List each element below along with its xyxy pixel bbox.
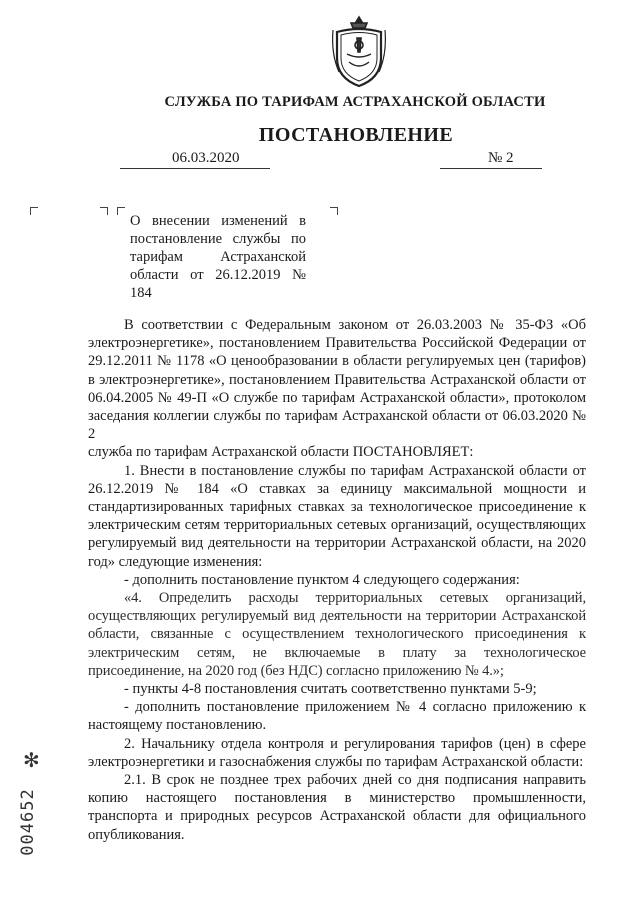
item-1b-paragraph: - пункты 4-8 постановления считать соответственно пунктами 5-9;	[124, 681, 537, 698]
corner-mark	[117, 207, 125, 215]
item-1a-quote: «4. Определить расходы территориальных сетевых организаций, осуществляющих регулируемый вид деятельности на территории Астраханской области, связанные с осуществлением технологического присоединения к электрическим сетям, не включаемые в плату за технологическое присоединение, на 2020 год (без НДС) согласно приложению № 4.»;	[88, 590, 586, 679]
document-body	[88, 316, 586, 844]
side-stamp-number: 004652	[18, 788, 38, 856]
number-underline	[440, 168, 542, 169]
asterisk-mark: ✻	[23, 748, 40, 772]
corner-mark	[100, 207, 108, 215]
corner-mark	[30, 207, 38, 215]
date-underline	[120, 168, 270, 169]
document-number: № 2	[488, 150, 514, 166]
corner-mark	[330, 207, 338, 215]
item-1-paragraph: 1. Внести в постановление службы по тарифам Астраханской области от 26.12.2019 № 184 «О ставках за единицу максимальной мощности и стандартизированных тарифных ставках за технологическое присоединение к электрическим сетям территориальных сетевых организаций, осуществляющих регулируемый вид деятельности на территории Астраханской области, на 2020 год» следующие изменения:	[88, 462, 586, 570]
document-date: 06.03.2020	[172, 150, 240, 166]
document-type-title: ПОСТАНОВЛЕНИЕ	[258, 124, 454, 146]
document-subject: О внесении изменений в постановление службы по тарифам Астраханской области от 26.12.2019 № 184	[130, 213, 306, 301]
coat-of-arms-icon	[327, 14, 391, 90]
agency-name: СЛУЖБА ПО ТАРИФАМ АСТРАХАНСКОЙ ОБЛАСТИ	[164, 94, 546, 110]
resolution-line: служба по тарифам Астраханской области ПОСТАНОВЛЯЕТ:	[88, 444, 474, 461]
item-2-1-paragraph: 2.1. В срок не позднее трех рабочих дней со дня подписания направить копию настоящего постановления в министерство промышленности, транспорта и природных ресурсов Астраханской области для официального опубликования.	[88, 772, 586, 843]
item-1c-paragraph: - дополнить постановление приложением № 4 согласно приложению к настоящему постановлению.	[88, 699, 586, 734]
preamble-paragraph: В соответствии с Федеральным законом от 26.03.2003 № 35-ФЗ «Об электроэнергетике», постановлением Правительства Российской Федерации от 29.12.2011 № 1178 «О ценообразовании в области регулируемых цен (тарифов) в электроэнергетике», постановлением Правительства Астраханской области от 06.04.2005 № 49-П «О службе по тарифам Астраханской области», протоколом заседания коллегии службы по тарифам Астраханской области от 06.03.2020 № 2	[88, 317, 586, 443]
side-stamp	[14, 770, 44, 890]
item-1a-paragraph: - дополнить постановление пунктом 4 следующего содержания:	[124, 571, 520, 588]
item-2-paragraph: 2. Начальнику отдела контроля и регулирования тарифов (цен) в сфере электроэнергетики и газоснабжения службы по тарифам Астраханской области:	[88, 735, 586, 770]
